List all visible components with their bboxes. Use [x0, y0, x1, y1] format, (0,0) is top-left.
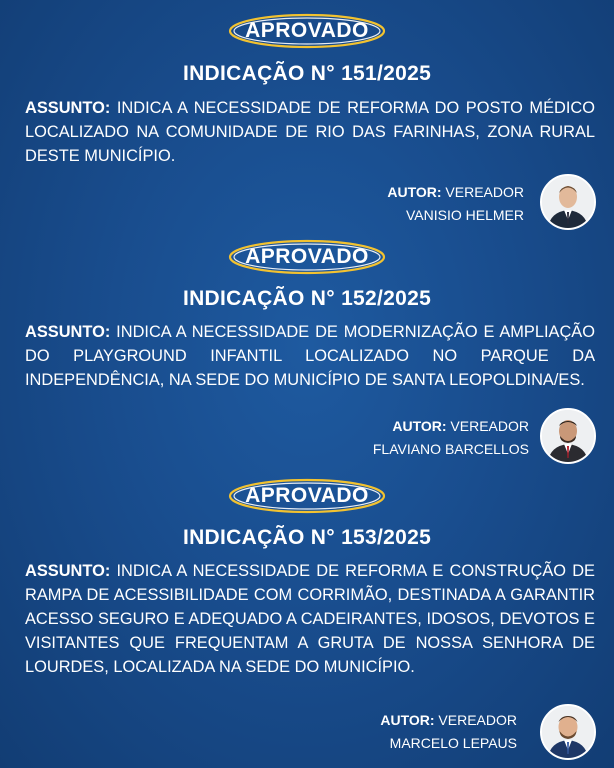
approved-badge-1 — [0, 16, 614, 46]
subject-body: INDICA A NECESSIDADE DE REFORMA DO POSTO MÉDICO LOCALIZADO NA COMUNIDADE DE RIO DAS FARINHAS, ZONA RURAL DESTE MUNICÍPIO. — [25, 99, 595, 165]
author-name: FLAVIANO BARCELLOS — [372, 441, 529, 457]
subject-label: ASSUNTO: — [25, 323, 111, 341]
avatar — [540, 408, 596, 464]
author-name: MARCELO LEPAUS — [389, 735, 517, 751]
author-label: AUTOR: — [387, 184, 442, 200]
badge-label: APROVADO — [245, 19, 369, 42]
person-portrait-icon — [542, 706, 594, 758]
author-role: VEREADOR — [434, 712, 517, 728]
author-label: AUTOR: — [380, 712, 435, 728]
author-role: VEREADOR — [441, 184, 524, 200]
subject-label: ASSUNTO: — [25, 562, 111, 580]
subject-text-3 — [25, 559, 595, 679]
avatar — [540, 174, 596, 230]
avatar — [540, 704, 596, 760]
author-name: VANISIO HELMER — [406, 207, 524, 223]
indication-title-3: INDICAÇÃO N° 153/2025 — [182, 526, 432, 549]
subject-label: ASSUNTO: — [25, 99, 111, 117]
indication-title-1: INDICAÇÃO N° 151/2025 — [182, 62, 432, 85]
indication-title-2: INDICAÇÃO N° 152/2025 — [182, 287, 432, 310]
approved-badge-3 — [0, 481, 614, 511]
badge-label: APROVADO — [245, 484, 369, 507]
author-1 — [387, 181, 524, 227]
author-label: AUTOR: — [392, 418, 447, 434]
subject-body: INDICA A NECESSIDADE DE REFORMA E CONSTRUÇÃO DE RAMPA DE ACESSIBILIDADE COM CORRIMÃO, DESTINADA A GARANTIR ACESSO SEGURO E ADEQUADO A CADEIRANTES, IDOSOS, DEVOTOS E VISITANTES QUE FREQUENTAM A GRUTA DE NOSSA SENHORA DE LOURDES, LOCALIZADA NA SEDE DO MUNICÍPIO. — [25, 562, 595, 676]
subject-text-2 — [25, 320, 595, 392]
person-portrait-icon — [542, 176, 594, 228]
badge-label: APROVADO — [245, 245, 369, 268]
author-role: VEREADOR — [446, 418, 529, 434]
person-portrait-icon — [542, 410, 594, 462]
approved-badge-2 — [0, 242, 614, 272]
author-3 — [380, 709, 517, 755]
subject-text-1 — [25, 96, 595, 168]
author-2 — [373, 415, 529, 461]
subject-body: INDICA A NECESSIDADE DE MODERNIZAÇÃO E AMPLIAÇÃO DO PLAYGROUND INFANTIL LOCALIZADO NO PARQUE DA INDEPENDÊNCIA, NA SEDE DO MUNICÍPIO DE SANTA LEOPOLDINA/ES. — [25, 323, 595, 389]
